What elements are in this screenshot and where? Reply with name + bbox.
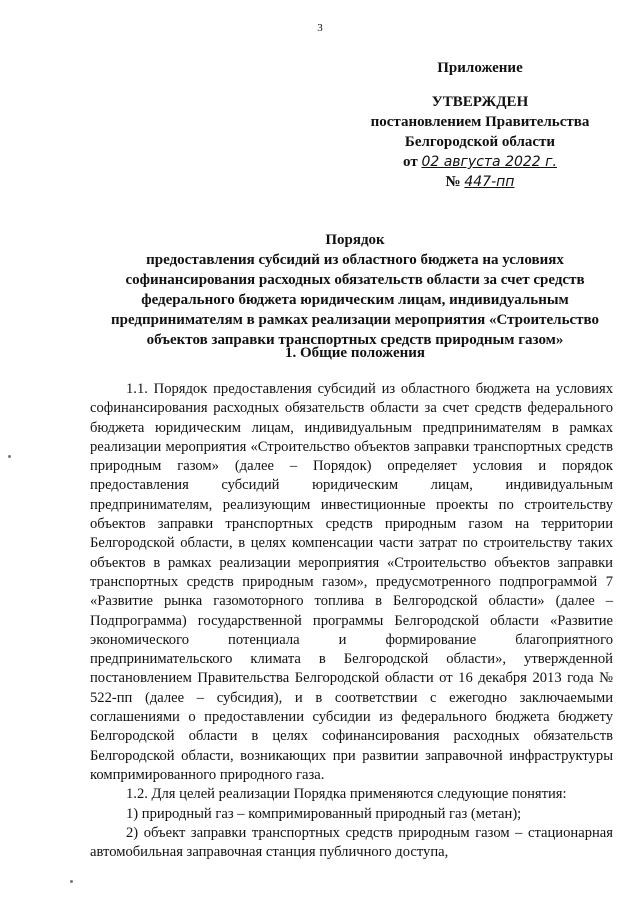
title-line: федерального бюджета юридическим лицам, индивидуальным (141, 292, 569, 308)
decree-date: от 02 августа 2022 г. (403, 154, 557, 170)
scan-mark (70, 880, 73, 883)
page-number: 3 (317, 22, 323, 34)
paragraph: 1.1. Порядок предоставления субсидий из областного бюджета на условиях софинансирования расходных обязательств области за счет средств федерального бюджета юридическим лицам, индивидуальным предпринимателям в рамках реализации мероприятия «Строительство объектов заправки транспортных средств природным газом» (далее – Порядок) определяет условия и порядок предоставления субсидий юридическим лицам, индивидуальным предпринимателям, реализующим инвестиционные проекты по строительству объектов заправки транспортных средств природным газом на территории Белгородской области, в целях компенсации части затрат по строительству таких объектов в рамках реализации мероприятия «Строительство объектов заправки транспортных средств природным газом», предусмотренного подпрограммой 7 «Развитие рынка газомоторного топлива в Белгородской области» (далее – Подпрограмма) государственной программы Белгородской области «Развитие экономического потенциала и формирование благоприятного предпринимательского климата в Белгородской области», утвержденной постановлением Правительства Белгородской области от 16 декабря 2013 года № 522-пп (далее – субсидия), и в соответствии с ежегодно заключаемыми соглашениями о предоставлении субсидии из федерального бюджета бюджету Белгородской области в целях софинансирования расходных обязательств Белгородской области, возникающих при развитии заправочной инфраструктуры компримированного природного газа. (90, 381, 613, 783)
title-line: предпринимателям в рамках реализации мероприятия «Строительство (110, 312, 600, 328)
body-text (90, 380, 613, 862)
section-heading: 1. Общие положения (284, 345, 426, 361)
title-line: предоставления субсидий из областного бюджета на условиях (146, 252, 564, 268)
decree-date-value: 02 августа 2022 г. (421, 154, 557, 170)
paragraph: 1) природный газ – компримированный природный газ (метан); (126, 805, 522, 822)
approval-block (360, 58, 600, 192)
paragraph: 1.2. Для целей реализации Порядка применяются следующие понятия: (126, 786, 567, 803)
region-label: Белгородской области (404, 134, 556, 150)
title-heading: Порядок (325, 232, 385, 248)
paragraph: 2) объект заправки транспортных средств природным газом – стационарная автомобильная заправочная станция публичного доступа, (90, 824, 613, 861)
appendix-label: Приложение (437, 60, 523, 76)
title-line: софинансирования расходных обязательств области за счет средств (125, 272, 585, 288)
decree-number-value: 447-пп (464, 174, 515, 190)
title-line: объектов заправки транспортных средств природным газом» (146, 332, 564, 348)
decree-number: № 447-пп (445, 174, 515, 190)
approved-label: УТВЕРЖДЕН (431, 94, 529, 110)
scan-mark (8, 455, 11, 458)
document-title (95, 230, 615, 350)
decree-label: постановлением Правительства (370, 114, 590, 130)
